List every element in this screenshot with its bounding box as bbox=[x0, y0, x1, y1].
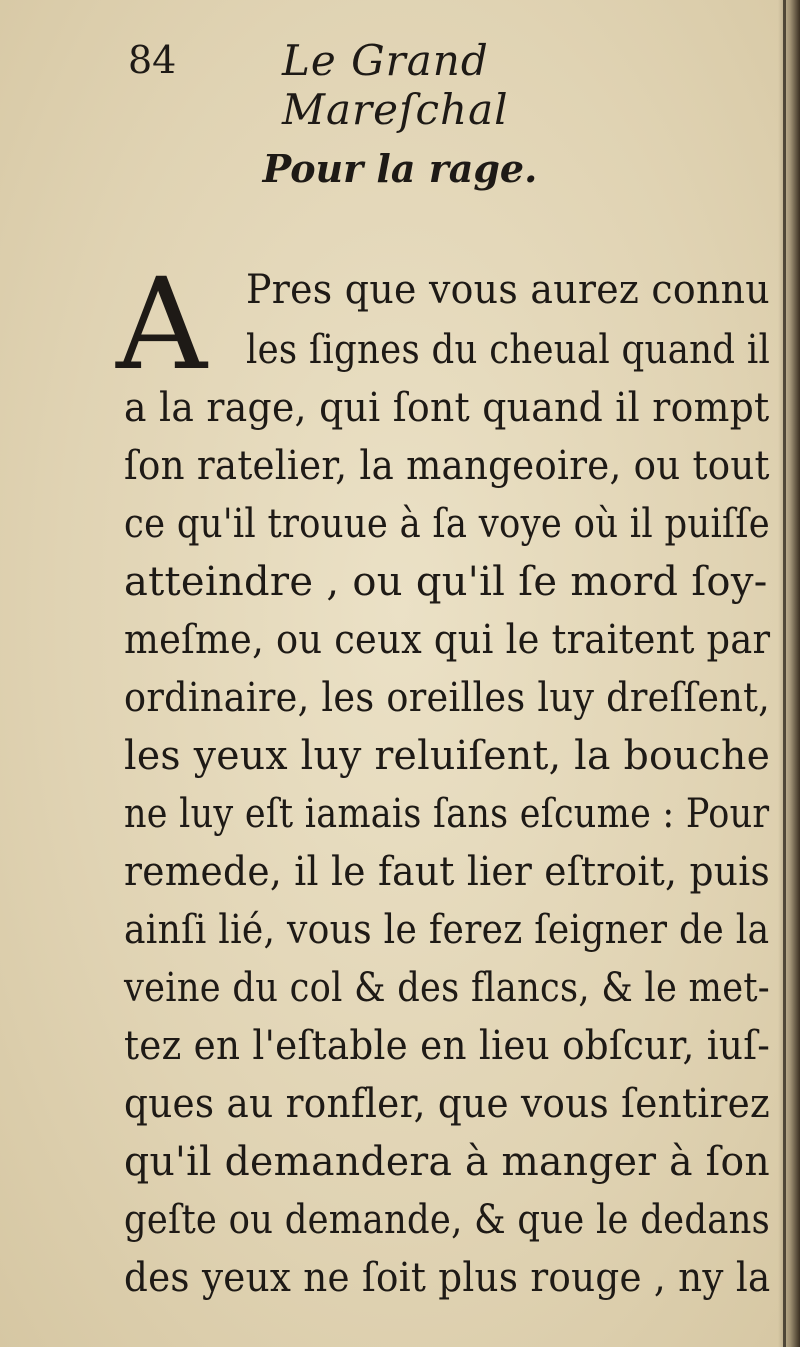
text-line: meſme, ou ceux qui le traitent par bbox=[124, 617, 771, 663]
text-line: les ſignes du cheual quand il bbox=[246, 327, 771, 373]
text-line: a la rage, qui ſont quand il rompt bbox=[124, 385, 770, 431]
page-number: 84 bbox=[128, 38, 177, 82]
text-line: ordinaire, les oreilles luy dreſſent, bbox=[124, 675, 771, 721]
text-line: ne luy eſt iamais ſans eſcume : Pour bbox=[124, 791, 770, 837]
text-line: ques au ronfler, que vous ſentirez bbox=[124, 1081, 770, 1127]
text-line: tez en l'eſtable en lieu obſcur, iuſ- bbox=[124, 1023, 771, 1069]
text-line: ainſi lié, vous le ferez ſeigner de la bbox=[124, 907, 770, 953]
text-line: Pres que vous aurez connu bbox=[246, 267, 770, 313]
running-title: Le Grand Mareſchal bbox=[282, 36, 509, 134]
text-line: ce qu'il trouue à ſa voye où il puiſſe bbox=[124, 501, 770, 547]
section-title: Pour la rage. bbox=[262, 146, 538, 191]
text-line: geſte ou demande, & que le dedans bbox=[124, 1197, 771, 1243]
text-line: atteindre , ou qu'il ſe mord ſoy- bbox=[124, 559, 768, 605]
text-line: des yeux ne ſoit plus rouge , ny la bbox=[124, 1255, 771, 1301]
text-line: remede, il le faut lier eſtroit, puis bbox=[124, 849, 771, 895]
drop-cap: A bbox=[116, 251, 207, 398]
text-line: ſon ratelier, la mangeoire, ou tout bbox=[124, 443, 770, 489]
text-line: qu'il demandera à manger à ſon bbox=[124, 1139, 771, 1185]
text-line: les yeux luy reluiſent, la bouche bbox=[124, 733, 771, 779]
text-line: veine du col & des flancs, & le met- bbox=[124, 965, 770, 1011]
